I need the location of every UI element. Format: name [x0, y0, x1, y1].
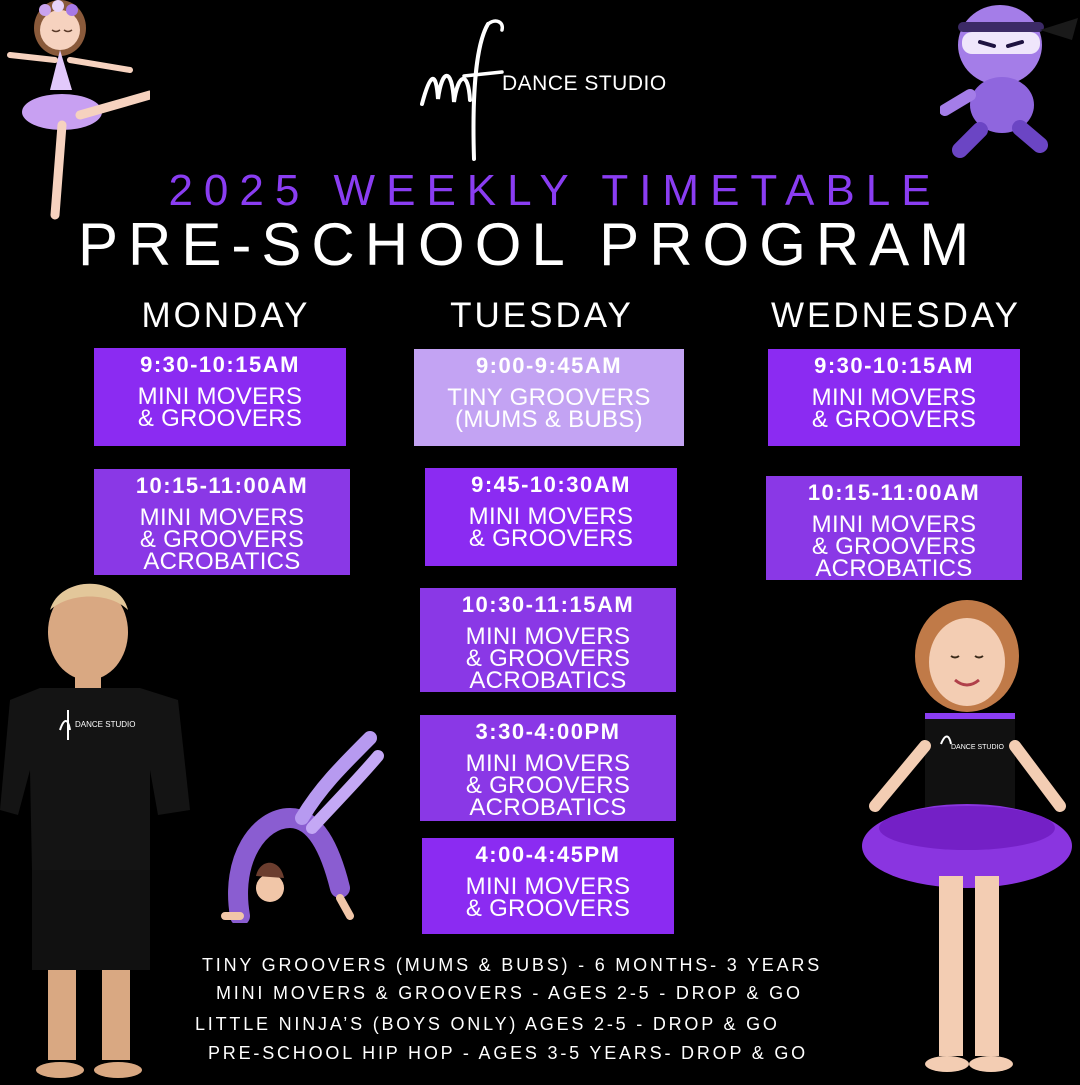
timetable-year-title: 2025 WEEKLY TIMETABLE	[168, 166, 942, 215]
class-card[interactable]	[768, 349, 1020, 446]
class-time: 9:30-10:15AM	[140, 352, 300, 377]
class-name: MINI MOVERS & GROOVERS	[137, 383, 303, 432]
footer-note: LITTLE NINJA’S (BOYS ONLY) AGES 2-5 - DROP & GO	[195, 1014, 780, 1034]
class-card[interactable]	[414, 349, 684, 446]
day-header-wednesday: WEDNESDAY	[771, 296, 1021, 335]
svg-text:DANCE STUDIO: DANCE STUDIO	[75, 720, 136, 729]
class-card[interactable]	[94, 348, 346, 446]
footer-note: TINY GROOVERS (MUMS & BUBS) - 6 MONTHS- 3 YEARS	[202, 955, 823, 975]
class-card[interactable]	[420, 588, 676, 692]
studio-logo	[418, 14, 698, 164]
gymnast-illustration	[220, 728, 385, 923]
class-name: MINI MOVERS & GROOVERS	[468, 503, 634, 552]
class-time: 9:00-9:45AM	[475, 353, 623, 378]
class-name: MINI MOVERS & GROOVERS	[465, 873, 631, 922]
class-time: 9:30-10:15AM	[814, 353, 974, 378]
svg-text:DANCE STUDIO: DANCE STUDIO	[951, 744, 1004, 751]
class-card[interactable]	[422, 838, 674, 934]
girl-photo	[855, 596, 1080, 1080]
class-name: MINI MOVERS & GROOVERS ACROBATICS	[811, 511, 977, 582]
class-name: MINI MOVERS & GROOVERS ACROBATICS	[465, 623, 631, 694]
class-name: TINY GROOVERS (MUMS & BUBS)	[447, 384, 651, 433]
day-header-monday: MONDAY	[141, 296, 311, 335]
class-card[interactable]	[94, 469, 350, 575]
class-time: 10:15-11:00AM	[807, 480, 981, 505]
mf-script-logo-icon	[418, 14, 508, 164]
footer-note: MINI MOVERS & GROOVERS - AGES 2-5 - DROP & GO	[216, 983, 803, 1003]
class-name: MINI MOVERS & GROOVERS	[811, 384, 977, 433]
studio-name: DANCE STUDIO	[502, 72, 667, 95]
day-header-tuesday: TUESDAY	[450, 296, 634, 335]
class-time: 4:00-4:45PM	[475, 842, 621, 867]
class-name: MINI MOVERS & GROOVERS ACROBATICS	[139, 504, 305, 575]
footer-note: PRE-SCHOOL HIP HOP - AGES 3-5 YEARS- DROP & GO	[208, 1043, 808, 1063]
class-time: 3:30-4:00PM	[475, 719, 621, 744]
class-time: 10:15-11:00AM	[135, 473, 309, 498]
class-name: MINI MOVERS & GROOVERS ACROBATICS	[465, 750, 631, 821]
boy-photo	[0, 570, 195, 1080]
class-card[interactable]	[425, 468, 677, 566]
program-title: PRE-SCHOOL PROGRAM	[78, 211, 980, 278]
class-time: 10:30-11:15AM	[461, 592, 635, 617]
class-card[interactable]	[420, 715, 676, 821]
ninja-illustration	[940, 0, 1080, 160]
class-card[interactable]	[766, 476, 1022, 580]
class-time: 9:45-10:30AM	[471, 472, 631, 497]
